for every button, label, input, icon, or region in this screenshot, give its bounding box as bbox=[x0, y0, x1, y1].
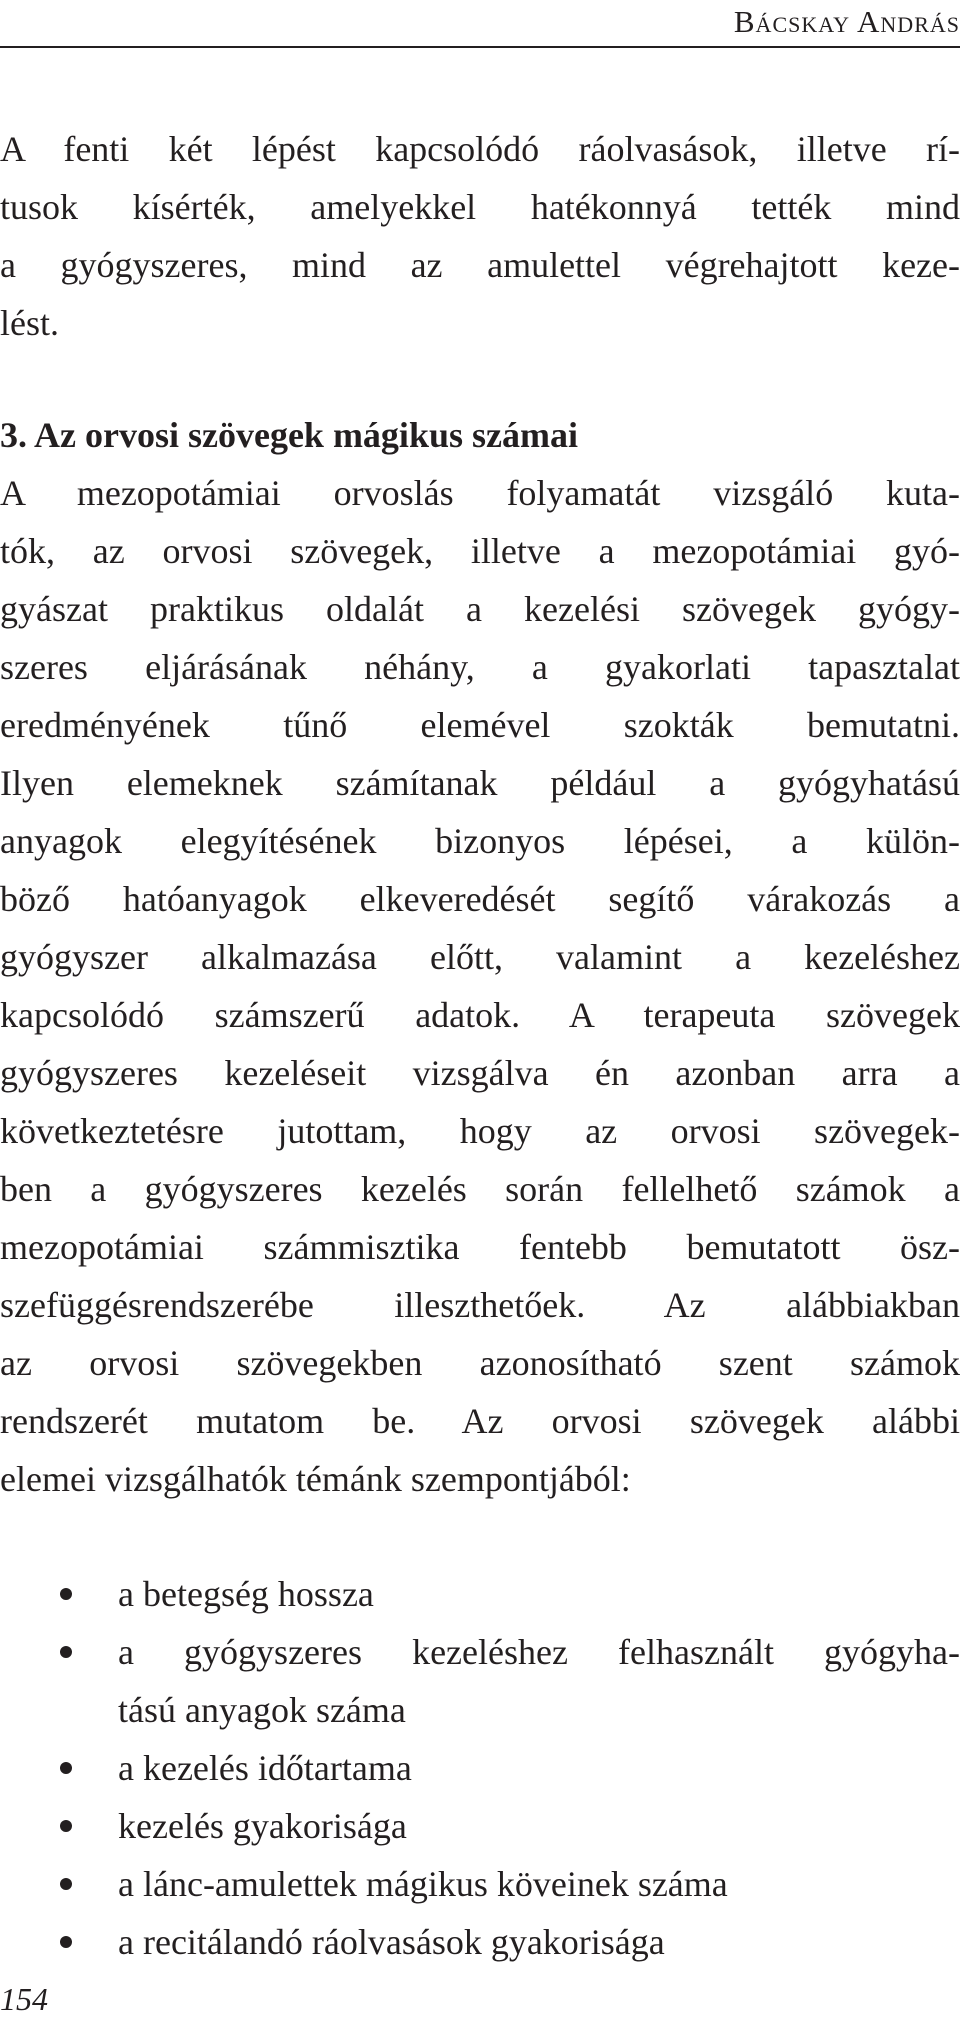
running-head-author: Bácskay András bbox=[733, 4, 960, 39]
body-line: szeres eljárásának néhány, a gyakorlati tapasztalat bbox=[0, 647, 960, 687]
list-item-text: a kezelés időtartama bbox=[118, 1748, 412, 1788]
body-line: Ilyen elemeknek számítanak például a gyógyhatású bbox=[0, 763, 960, 803]
body-line: A mezopotámiai orvoslás folyamatát vizsgáló kuta- bbox=[0, 473, 960, 513]
page-number: 154 bbox=[0, 1981, 48, 2017]
bullet-icon bbox=[60, 1936, 72, 1948]
body-line: elemei vizsgálhatók témánk szempontjából: bbox=[0, 1459, 631, 1499]
bullet-icon bbox=[60, 1762, 72, 1774]
list-item bbox=[0, 1739, 960, 1797]
list-item-text: a recitálandó ráolvasások gyakorisága bbox=[118, 1922, 665, 1962]
list-item bbox=[0, 1797, 960, 1855]
list-item-text: a lánc-amulettek mágikus köveinek száma bbox=[118, 1864, 728, 1904]
body-line: tók, az orvosi szövegek, illetve a mezopotámiai gyó- bbox=[0, 531, 960, 571]
bullet-icon bbox=[60, 1878, 72, 1890]
body-line: következtetésre jutottam, hogy az orvosi szövegek- bbox=[0, 1111, 960, 1151]
body-line: gyászat praktikus oldalát a kezelési szövegek gyógy- bbox=[0, 589, 960, 629]
bullet-list bbox=[0, 1565, 960, 1971]
intro-line: a gyógyszeres, mind az amulettel végrehajtott keze- bbox=[0, 245, 960, 285]
bullet-icon bbox=[60, 1646, 72, 1658]
body-line: anyagok elegyítésének bizonyos lépései, a külön- bbox=[0, 821, 960, 861]
section-heading: 3. Az orvosi szövegek mágikus számai bbox=[0, 415, 578, 455]
body-line: böző hatóanyagok elkeveredését segítő várakozás a bbox=[0, 879, 960, 919]
bullet-icon bbox=[60, 1588, 72, 1600]
body-line: eredményének tűnő elemével szokták bemutatni. bbox=[0, 705, 960, 745]
intro-line: tusok kísérték, amelyekkel hatékonnyá tették mind bbox=[0, 187, 960, 227]
list-item-text: a gyógyszeres kezeléshez felhasznált gyógyha- bbox=[118, 1632, 960, 1672]
intro-line: A fenti két lépést kapcsolódó ráolvasások, illetve rí- bbox=[0, 129, 960, 169]
body-line: mezopotámiai számmisztika fentebb bemutatott ösz- bbox=[0, 1227, 960, 1267]
body-line: gyógyszeres kezeléseit vizsgálva én azonban arra a bbox=[0, 1053, 960, 1093]
list-item-text: kezelés gyakorisága bbox=[118, 1806, 407, 1846]
list-item bbox=[0, 1855, 960, 1913]
body-line: szefüggésrendszerébe illeszthetőek. Az alábbiakban bbox=[0, 1285, 960, 1325]
list-item bbox=[0, 1913, 960, 1971]
body-line: kapcsolódó számszerű adatok. A terapeuta szövegek bbox=[0, 995, 960, 1035]
intro-line: lést. bbox=[0, 303, 59, 343]
intro-paragraph bbox=[0, 120, 960, 352]
header-rule bbox=[0, 46, 960, 48]
list-item-text: tású anyagok száma bbox=[118, 1690, 406, 1730]
body-line: ben a gyógyszeres kezelés során fellelhető számok a bbox=[0, 1169, 960, 1209]
list-item-text: a betegség hossza bbox=[118, 1574, 374, 1614]
bullet-icon bbox=[60, 1820, 72, 1832]
body-line: rendszerét mutatom be. Az orvosi szövegek alábbi bbox=[0, 1401, 960, 1441]
list-item bbox=[0, 1565, 960, 1623]
running-head bbox=[0, 0, 960, 46]
list-item bbox=[0, 1623, 960, 1739]
section-3 bbox=[0, 406, 960, 1508]
section-body-paragraph bbox=[0, 464, 960, 1508]
body-line: az orvosi szövegekben azonosítható szent számok bbox=[0, 1343, 960, 1383]
body-line: gyógyszer alkalmazása előtt, valamint a kezeléshez bbox=[0, 937, 960, 977]
